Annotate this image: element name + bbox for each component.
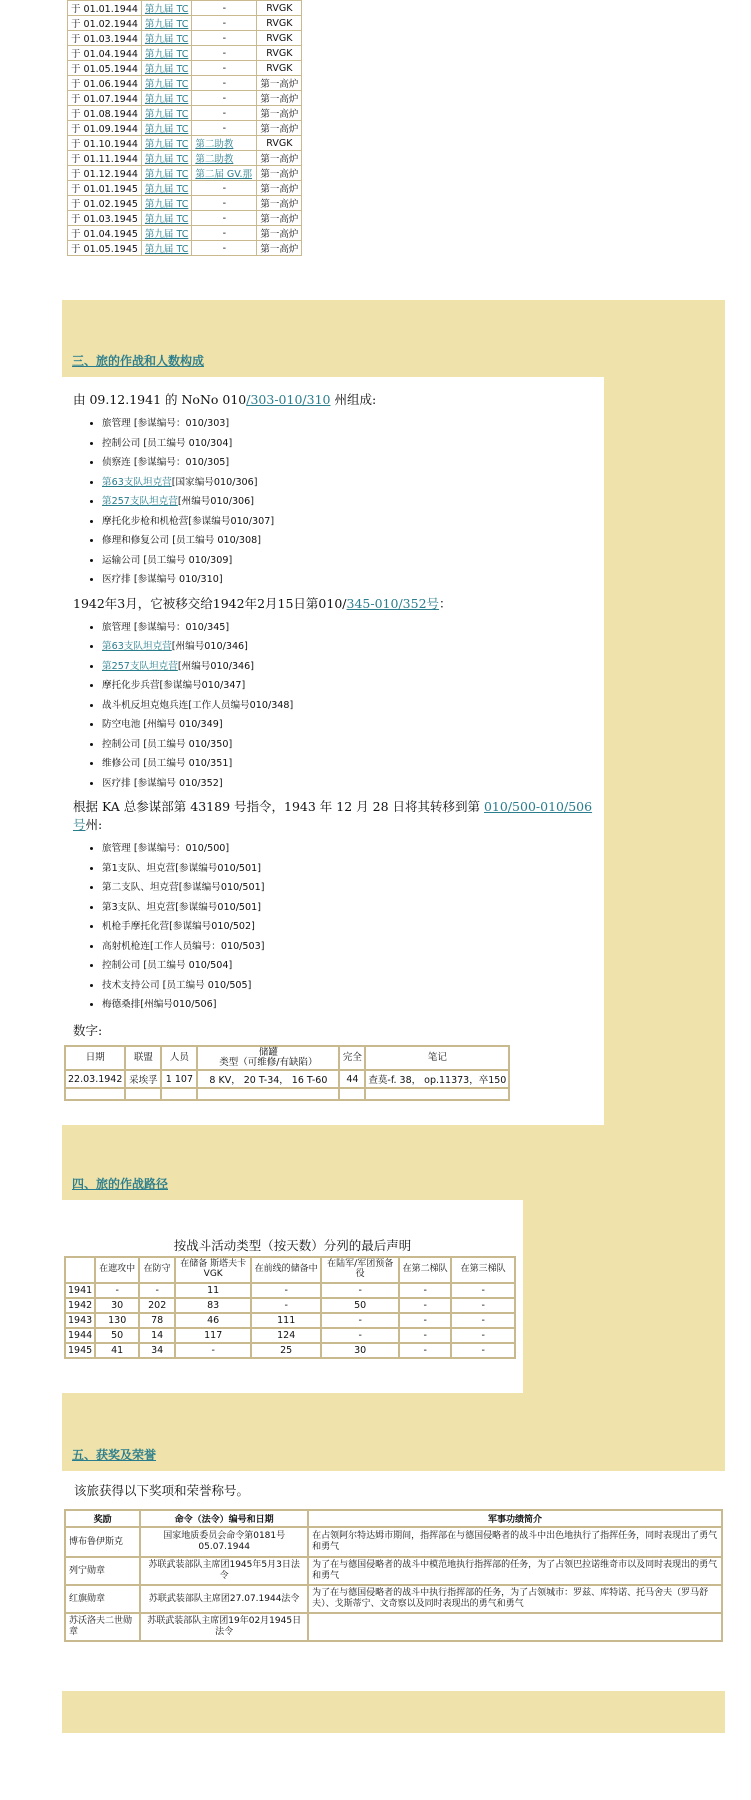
commissioning-row (68, 46, 302, 61)
army-link[interactable]: 第二届 GV.那 (195, 169, 253, 180)
path-row (65, 1328, 515, 1343)
unit-list-item (102, 414, 604, 434)
days-cell: 14 (139, 1328, 175, 1343)
army-cell (192, 121, 257, 136)
numbers-label: 数字: (73, 1022, 103, 1038)
awards-header-cell: 军事功绩简介 (308, 1510, 722, 1527)
year-cell: 1941 (65, 1283, 95, 1298)
section3-title[interactable]: 三、旅的作战和人数构成 (72, 354, 205, 368)
corps-cell: 第一高炉 (257, 106, 302, 121)
front-cell (141, 166, 191, 181)
staff-link-500-506[interactable]: 010/500-010/506 号 (73, 799, 593, 832)
army-value: - (222, 2, 227, 14)
days-cell: - (175, 1343, 251, 1358)
section3-panel (62, 377, 604, 1125)
staff-link-345-352[interactable]: 345-010/352号 (346, 595, 440, 611)
commissioning-row (68, 16, 302, 31)
days-cell: 34 (139, 1343, 175, 1358)
unit-text: 医疗排 [参谋编号 010/310] (102, 574, 223, 585)
commissioning-row (68, 151, 302, 166)
path-header-cell: 在陆军/军团预备役 (321, 1257, 399, 1283)
unit-list-item (102, 715, 604, 735)
army-cell (192, 46, 257, 61)
unit-list-item (102, 956, 604, 976)
front-cell (141, 76, 191, 91)
awards-header-row (65, 1510, 722, 1527)
front-link[interactable]: 第九届 TC (144, 229, 189, 240)
army-value: - (222, 242, 227, 254)
front-link[interactable]: 第九届 TC (144, 214, 189, 225)
unit-list-item (102, 696, 604, 716)
days-cell: - (139, 1283, 175, 1298)
unit-text: 旅管理 [参谋编号：010/345] (102, 621, 230, 633)
path-header-cell: 在遮攻中 (95, 1257, 139, 1283)
numbers-header-cell: 联盟 (125, 1046, 161, 1071)
army-cell (192, 106, 257, 121)
days-cell: - (451, 1283, 515, 1298)
unit-list-item (102, 774, 604, 794)
award-row (65, 1585, 722, 1613)
commissioning-row (68, 226, 302, 241)
front-cell (141, 151, 191, 166)
order-cell: 国家地质委员会命令第0181号 05.07.1944 (140, 1527, 308, 1557)
army-value: - (222, 47, 227, 59)
unit-text: 摩托化步枪和机枪营[参谋编号010/307] (102, 515, 275, 527)
commissioning-row (68, 91, 302, 106)
days-cell: 30 (95, 1298, 139, 1313)
front-link[interactable]: 第九届 TC (144, 109, 189, 120)
award-name-cell: 红旗勋章 (65, 1585, 140, 1613)
merit-cell: 为了在与德国侵略者的战斗中模范地执行指挥部的任务，为了占领巴拉诺维奇市以及同时表现出的勇气和勇气 (308, 1557, 722, 1585)
awards-intro: 该旅获得以下奖项和荣誉称号。 (74, 1483, 250, 1498)
army-value: - (222, 212, 227, 224)
date-cell: 于 01.03.1945 (68, 211, 142, 226)
commissioning-row (68, 121, 302, 136)
numbers-empty-cell (197, 1088, 339, 1100)
year-cell: 1942 (65, 1298, 95, 1313)
front-cell (141, 241, 191, 256)
award-row (65, 1557, 722, 1585)
numbers-empty-row (65, 1088, 509, 1100)
army-value: - (222, 182, 227, 194)
army-cell (192, 181, 257, 196)
commissioning-row (68, 181, 302, 196)
unit-text: 战斗机反坦克炮兵连[工作人员编号010/348] (102, 699, 294, 711)
unit-text: 医疗排 [参谋编号 010/352] (102, 777, 223, 789)
unit-text: [州编号010/346] (177, 660, 254, 672)
commissioning-table (67, 0, 302, 256)
numbers-empty-cell (125, 1088, 161, 1100)
award-name-cell: 列宁勋章 (65, 1557, 140, 1585)
unit-list-item (102, 676, 604, 696)
unit-list-item (102, 878, 604, 898)
commissioning-row (68, 31, 302, 46)
numbers-empty-cell (339, 1088, 365, 1100)
days-cell: - (251, 1283, 321, 1298)
composition-list-2 (62, 618, 604, 794)
unit-list-item (102, 551, 604, 571)
merit-cell (308, 1613, 722, 1641)
unit-text: 控制公司 [员工编号 010/350] (102, 738, 233, 750)
army-cell (192, 76, 257, 91)
awards-table (64, 1509, 723, 1642)
commissioning-row (68, 76, 302, 91)
battalion-link[interactable]: 第63支队坦克营 (102, 641, 172, 652)
days-cell: - (399, 1298, 451, 1313)
front-link[interactable]: 第九届 TC (144, 79, 189, 90)
days-cell: - (251, 1298, 321, 1313)
path-header-cell: 在储备 斯塔夫卡 VGK (175, 1257, 251, 1283)
unit-list-item (102, 657, 604, 677)
corps-cell: RVGK (257, 16, 302, 31)
front-cell (141, 91, 191, 106)
army-cell (192, 166, 257, 181)
numbers-header-row (65, 1046, 509, 1071)
commissioning-row (68, 166, 302, 181)
front-cell (141, 181, 191, 196)
army-value: - (222, 122, 227, 134)
battalion-link[interactable]: 第63支队坦克营 (102, 476, 172, 488)
front-link[interactable]: 第九届 TC (144, 19, 189, 30)
date-cell: 于 01.01.1944 (68, 1, 142, 16)
army-value: - (222, 227, 227, 239)
year-cell: 1945 (65, 1343, 95, 1358)
unit-list-item (102, 976, 604, 996)
numbers-cell: 查莫-f. 38， op.11373，卒150 (365, 1070, 509, 1088)
front-cell (141, 106, 191, 121)
path-table-title: 按战斗活动类型（按天数）分列的最后声明 (173, 1238, 412, 1253)
front-cell (141, 211, 191, 226)
path-header-cell (65, 1257, 95, 1283)
path-row (65, 1313, 515, 1328)
section5-panel (62, 1471, 725, 1691)
unit-list-item (102, 937, 604, 957)
days-cell: 50 (95, 1328, 139, 1343)
unit-text: [州编号010/306] (177, 496, 254, 507)
days-cell: - (95, 1283, 139, 1298)
path-table (64, 1256, 516, 1359)
front-cell (141, 226, 191, 241)
front-link[interactable]: 第九届 TC (144, 154, 189, 165)
unit-text: 技术支持公司 [员工编号 010/505] (102, 979, 252, 991)
corps-cell: RVGK (257, 46, 302, 61)
merit-cell: 在占领阿尔特达姆市期间，指挥部在与德国侵略者的战斗中出色地执行了指挥任务，同时表现出了勇气和勇气 (308, 1527, 722, 1557)
unit-text: 控制公司 [员工编号 010/304] (102, 437, 233, 449)
front-link[interactable]: 第九届 TC (144, 34, 189, 45)
section4-title[interactable]: 四、旅的作战路径 (72, 1177, 169, 1191)
composition-intro-1: 由 09.12.1941 的 NoNo 010/303-010/310 州组成: (73, 392, 377, 407)
date-cell: 于 01.08.1944 (68, 106, 142, 121)
composition-intro-3: 根据 KA 总参谋部第 43189 号指令，1943 年 12 月 28 日将其转移到第 010/500-010/506 号州: (73, 799, 593, 832)
army-cell (192, 241, 257, 256)
army-cell (192, 91, 257, 106)
front-cell (141, 16, 191, 31)
corps-cell: RVGK (257, 1, 302, 16)
army-value: - (222, 77, 227, 89)
days-cell: - (399, 1313, 451, 1328)
unit-text: 防空电池 [州编号 010/349] (102, 719, 223, 730)
staff-link-303-310[interactable]: /303-010/310 (246, 392, 331, 407)
unit-text: 旅管理 [参谋编号：010/303] (102, 418, 230, 429)
unit-list-item (102, 735, 604, 755)
commissioning-row (68, 61, 302, 76)
commissioning-row (68, 211, 302, 226)
numbers-table (64, 1045, 510, 1102)
days-cell: 41 (95, 1343, 139, 1358)
commissioning-row (68, 106, 302, 121)
numbers-empty-cell (65, 1088, 125, 1100)
order-cell: 苏联武装部队主席团27.07.1944法令 (140, 1585, 308, 1613)
army-cell (192, 1, 257, 16)
corps-cell: 第一高炉 (257, 241, 302, 256)
army-value: - (222, 17, 227, 29)
unit-list-item (102, 995, 604, 1015)
date-cell: 于 01.02.1945 (68, 196, 142, 211)
corps-cell: 第一高炉 (257, 76, 302, 91)
unit-list-item (102, 839, 604, 859)
numbers-cell: 8 KV， 20 T-34， 16 T-60 (197, 1070, 339, 1088)
days-cell: 46 (175, 1313, 251, 1328)
unit-text: 第1支队、坦克营[参谋编号010/501] (102, 862, 261, 874)
days-cell: 124 (251, 1328, 321, 1343)
front-link[interactable]: 第九届 TC (144, 139, 189, 150)
page-background (62, 0, 725, 1733)
numbers-cell: 22.03.1942 (65, 1070, 125, 1088)
army-value: - (222, 197, 227, 209)
unit-text: 修理和修复公司 [员工编号 010/308] (102, 535, 261, 546)
path-header-cell: 在第三梯队 (451, 1257, 515, 1283)
days-cell: 11 (175, 1283, 251, 1298)
corps-cell: 第一高炉 (257, 196, 302, 211)
order-cell: 苏联武装部队主席团19年02月1945日法令 (140, 1613, 308, 1641)
numbers-empty-cell (161, 1088, 197, 1100)
awards-header-cell: 命令（法令）编号和日期 (140, 1510, 308, 1527)
unit-list-item (102, 754, 604, 774)
days-cell: 25 (251, 1343, 321, 1358)
corps-cell: RVGK (257, 136, 302, 151)
days-cell: - (321, 1283, 399, 1298)
unit-list-item (102, 531, 604, 551)
days-cell: - (321, 1328, 399, 1343)
days-cell: 50 (321, 1298, 399, 1313)
numbers-header-cell: 人员 (161, 1046, 197, 1071)
composition-intro-2: 1942年3月，它被移交给1942年2月15日第010/345-010/352号： (73, 595, 452, 611)
front-link[interactable]: 第九届 TC (144, 124, 189, 135)
numbers-cell: 44 (339, 1070, 365, 1088)
front-link[interactable]: 第九届 TC (144, 184, 189, 195)
year-cell: 1944 (65, 1328, 95, 1343)
front-link[interactable]: 第九届 TC (144, 49, 189, 60)
front-cell (141, 196, 191, 211)
numbers-header-cell: 笔记 (365, 1046, 509, 1071)
numbers-empty-cell (365, 1088, 509, 1100)
path-header-cell: 在第二梯队 (399, 1257, 451, 1283)
composition-list-1 (62, 414, 604, 590)
date-cell: 于 01.02.1944 (68, 16, 142, 31)
numbers-cell: 采埃孚 (125, 1070, 161, 1088)
date-cell: 于 01.05.1944 (68, 61, 142, 76)
award-name-cell: 博布鲁伊斯克 (65, 1527, 140, 1557)
front-cell (141, 1, 191, 16)
commissioning-panel (62, 0, 725, 300)
days-cell: 130 (95, 1313, 139, 1328)
corps-cell: 第一高炉 (257, 91, 302, 106)
unit-list-item (102, 512, 604, 532)
days-cell: 111 (251, 1313, 321, 1328)
commissioning-row (68, 241, 302, 256)
front-link[interactable]: 第九届 TC (144, 94, 189, 105)
unit-text: 控制公司 [员工编号 010/504] (102, 960, 233, 971)
days-cell: 78 (139, 1313, 175, 1328)
unit-list-item (102, 570, 604, 590)
path-row (65, 1283, 515, 1298)
unit-list-item (102, 917, 604, 937)
unit-text: 高射机枪连[工作人员编号：010/503] (102, 940, 265, 952)
army-link[interactable]: 第二助教 (195, 139, 234, 150)
order-cell: 苏联武装部队主席团1945年5月3日法令 (140, 1557, 308, 1585)
army-value: - (222, 92, 227, 104)
numbers-header-cell: 储罐 类型（可维修/有缺陷） (197, 1046, 339, 1071)
date-cell: 于 01.09.1944 (68, 121, 142, 136)
section4-panel (62, 1200, 523, 1393)
section5-title[interactable]: 五、获奖及荣誉 (72, 1448, 157, 1462)
date-cell: 于 01.03.1944 (68, 31, 142, 46)
front-link[interactable]: 第九届 TC (144, 169, 189, 180)
front-link[interactable]: 第九届 TC (144, 4, 189, 15)
days-cell: - (399, 1283, 451, 1298)
corps-cell: 第一高炉 (257, 151, 302, 166)
merit-cell: 为了在与德国侵略者的战斗中执行指挥部的任务，为了占领城市：罗兹、库特诺、托马舍夫（罗马舒夫）、戈斯蒂宁、文奇察以及同时表现出的勇气和勇气 (308, 1585, 722, 1613)
date-cell: 于 01.07.1944 (68, 91, 142, 106)
award-row (65, 1613, 722, 1641)
days-cell: 83 (175, 1298, 251, 1313)
days-cell: 117 (175, 1328, 251, 1343)
unit-list-item (102, 453, 604, 473)
date-cell: 于 01.06.1944 (68, 76, 142, 91)
unit-text: 摩托化步兵营[参谋编号010/347] (102, 680, 246, 691)
army-cell (192, 31, 257, 46)
army-cell (192, 196, 257, 211)
army-cell (192, 226, 257, 241)
days-cell: 202 (139, 1298, 175, 1313)
corps-cell: RVGK (257, 61, 302, 76)
unit-text: 机枪手摩托化营[参谋编号010/502] (102, 921, 255, 932)
awards-header-cell: 奖励 (65, 1510, 140, 1527)
days-cell: - (451, 1343, 515, 1358)
unit-list-item (102, 492, 604, 512)
path-header-cell: 在防守 (139, 1257, 175, 1283)
front-cell (141, 61, 191, 76)
unit-text: 旅管理 [参谋编号：010/500] (102, 843, 230, 854)
corps-cell: 第一高炉 (257, 211, 302, 226)
corps-cell: 第一高炉 (257, 226, 302, 241)
numbers-header-cell: 日期 (65, 1046, 125, 1071)
army-cell (192, 136, 257, 151)
battalion-link[interactable]: 第257支队坦克营 (102, 660, 178, 672)
unit-list-item (102, 473, 604, 493)
commissioning-row (68, 196, 302, 211)
days-cell: - (451, 1298, 515, 1313)
date-cell: 于 01.10.1944 (68, 136, 142, 151)
unit-text: 运输公司 [员工编号 010/309] (102, 554, 233, 566)
award-name-cell: 苏沃洛夫二世勋章 (65, 1613, 140, 1641)
army-link[interactable]: 第二助教 (195, 154, 234, 165)
path-header-cell: 在前线的储备中 (251, 1257, 321, 1283)
date-cell: 于 01.01.1945 (68, 181, 142, 196)
unit-text: [州编号010/346] (171, 641, 248, 652)
army-cell (192, 151, 257, 166)
composition-list-3 (62, 839, 604, 1015)
front-cell (141, 136, 191, 151)
unit-list-item (102, 859, 604, 879)
commissioning-row (68, 136, 302, 151)
path-row (65, 1343, 515, 1358)
unit-text: 维修公司 [员工编号 010/351] (102, 758, 233, 769)
path-header-row (65, 1257, 515, 1283)
days-cell: - (451, 1313, 515, 1328)
front-cell (141, 31, 191, 46)
date-cell: 于 01.04.1944 (68, 46, 142, 61)
unit-list-item (102, 637, 604, 657)
numbers-cell: 1 107 (161, 1070, 197, 1088)
army-value: - (222, 107, 227, 119)
front-link[interactable]: 第九届 TC (144, 199, 189, 210)
front-link[interactable]: 第九届 TC (144, 244, 189, 255)
days-cell: - (399, 1343, 451, 1358)
unit-list-item (102, 618, 604, 638)
numbers-header-cell: 完全 (339, 1046, 365, 1071)
days-cell: 30 (321, 1343, 399, 1358)
date-cell: 于 01.05.1945 (68, 241, 142, 256)
days-cell: - (399, 1328, 451, 1343)
date-cell: 于 01.04.1945 (68, 226, 142, 241)
unit-text: 第二支队、坦克营[参谋编号010/501] (102, 882, 265, 893)
front-cell (141, 121, 191, 136)
corps-cell: 第一高炉 (257, 181, 302, 196)
army-cell (192, 16, 257, 31)
unit-list-item (102, 898, 604, 918)
unit-text: 侦察连 [参谋编号：010/305] (102, 457, 230, 468)
numbers-data-row (65, 1070, 509, 1088)
award-row (65, 1527, 722, 1557)
year-cell: 1943 (65, 1313, 95, 1328)
commissioning-row (68, 1, 302, 16)
army-value: - (222, 62, 227, 74)
front-link[interactable]: 第九届 TC (144, 64, 189, 75)
front-cell (141, 46, 191, 61)
unit-text: 梅德桑排[州编号010/506] (102, 999, 217, 1010)
army-value: - (222, 32, 227, 44)
path-row (65, 1298, 515, 1313)
unit-text: [国家编号010/306] (171, 476, 258, 488)
battalion-link[interactable]: 第257支队坦克营 (102, 496, 178, 507)
unit-text: 第3支队、坦克营[参谋编号010/501] (102, 901, 261, 913)
corps-cell: RVGK (257, 31, 302, 46)
days-cell: - (451, 1328, 515, 1343)
date-cell: 于 01.11.1944 (68, 151, 142, 166)
corps-cell: 第一高炉 (257, 121, 302, 136)
corps-cell: 第一高炉 (257, 166, 302, 181)
date-cell: 于 01.12.1944 (68, 166, 142, 181)
army-cell (192, 211, 257, 226)
days-cell: - (321, 1313, 399, 1328)
army-cell (192, 61, 257, 76)
unit-list-item (102, 434, 604, 454)
